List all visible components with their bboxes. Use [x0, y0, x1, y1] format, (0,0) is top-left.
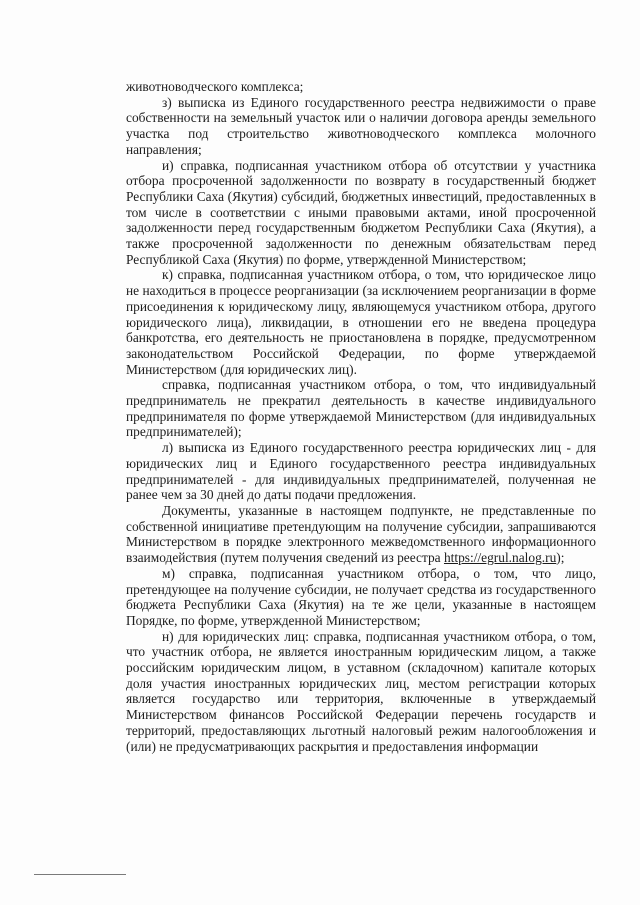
paragraph-documents-text: Документы, указанные в настоящем подпункте, не представленные по собственной инициативе претендующим на получение субсидии, запрашиваются Министерством в порядке электронного межведомственного информационного взаимодействия (путем получения сведений из реестра	[126, 502, 596, 566]
document-body	[126, 79, 596, 754]
paragraph-continuation: животноводческого комплекса;	[126, 79, 304, 94]
paragraph-item-l: л) выписка из Единого государственного реестра юридических лиц - для юридических лиц и Единого государственного реестра индивидуальных предпринимателей - для индивидуальных предпринимателей, полученная не ранее чем за 30 дней до даты подачи предложения.	[126, 440, 596, 503]
egrul-link[interactable]: https://egrul.nalog.ru	[443, 550, 557, 566]
paragraph-documents-tail: );	[556, 550, 565, 566]
paragraph-item-n: н) для юридических лиц: справка, подписанная участником отбора, о том, что участник отбора, не является иностранным юридическим лицом, а также российским юридическим лицом, в уставном (складочном) капитале которых доля участия иностранных юридических лиц, местом регистрации которых является государство или территория, включенные в утверждаемый Министерством финансов Российской Федерации перечень государств и территорий, предоставляющих льготный налоговый режим налогообложения и (или) не предусматривающих раскрытия и предоставления информации	[126, 628, 596, 754]
scan-artifact-line	[34, 874, 126, 875]
paragraph-entrepreneur-certificate: справка, подписанная участником отбора, о том, что индивидуальный предприниматель не прекратил деятельность в качестве индивидуального предпринимателя по форме утверждаемой Министерством (для индивидуальных предпринимателей);	[126, 377, 596, 440]
paragraph-item-m: м) справка, подписанная участником отбора, о том, что лицо, претендующее на получение субсидии, не получает средства из государственного бюджета Республики Саха (Якутия) на те же цели, указанные в настоящем Порядке, по форме, утвержденной Министерством;	[126, 565, 596, 628]
paragraph-item-i: и) справка, подписанная участником отбора об отсутствии у участника отбора просроченной задолженности по возврату в государственный бюджет Республики Саха (Якутия) субсидий, бюджетных инвестиций, предоставленных в том числе в соответствии с иными правовыми актами, иной просроченной задолженности перед государственным бюджетом Республики Саха (Якутия), а также просроченной задолженности по денежным обязательствам перед Республикой Саха (Якутия) по форме, утвержденной Министерством;	[126, 157, 596, 267]
paragraph-item-k: к) справка, подписанная участником отбора, о том, что юридическое лицо не находиться в процессе реорганизации (за исключением реорганизации в форме присоединения к юридическому лицу, являющемуся участником отбора, другого юридического лица), ликвидации, в отношении его не введена процедура банкротства, его деятельность не приостановлена в порядке, предусмотренном законодательством Российской Федерации, по форме утверждаемой Министерством (для юридических лиц).	[126, 267, 596, 377]
paragraph-documents-request	[126, 503, 596, 566]
paragraph-item-z: з) выписка из Единого государственного реестра недвижимости о праве собственности на земельный участок или о наличии договора аренды земельного участка под строительство животноводческого комплекса молочного направления;	[126, 94, 596, 157]
